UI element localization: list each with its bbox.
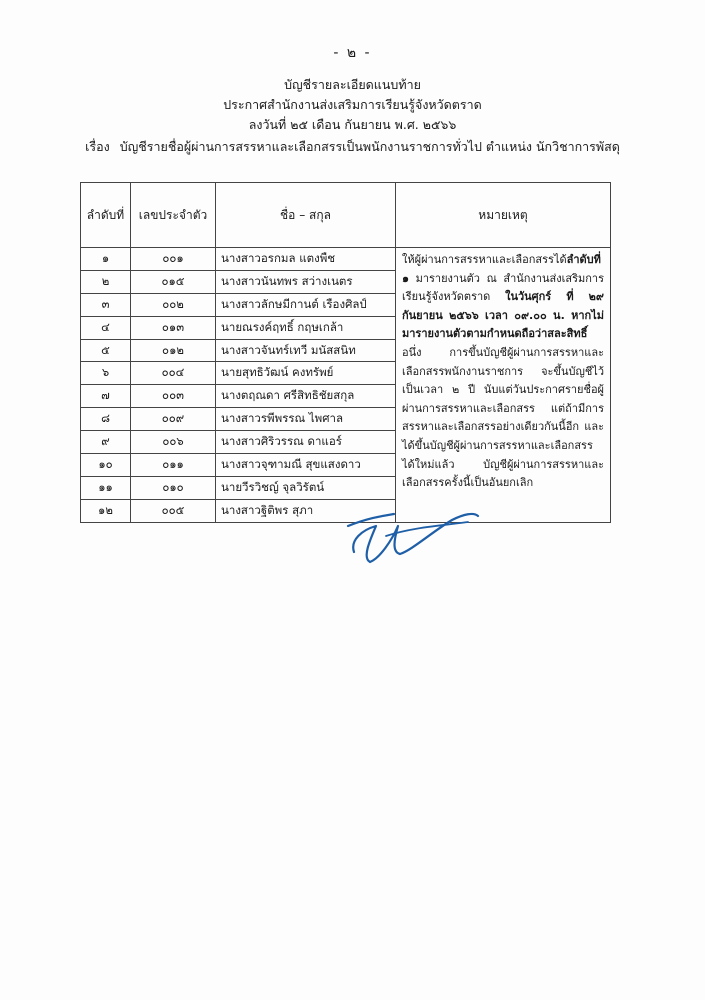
remark-cell [396,248,611,523]
row-seq: ๗ [81,385,131,408]
row-id: ๐๐๑ [131,248,216,271]
row-name: นางสาวนันทพร สว่างเนตร [216,270,396,293]
row-id: ๐๐๔ [131,362,216,385]
row-id: ๐๐๙ [131,408,216,431]
row-seq: ๑๐ [81,454,131,477]
row-name: นางสาวจุฑามณี สุขแสงดาว [216,454,396,477]
subject-text: บัญชีรายชื่อผู้ผ่านการสรรหาและเลือกสรรเป็นพนักงานราชการทั่วไป ตำแหน่ง นักวิชาการพัสดุ [119,139,620,154]
remark-bold-rank: ลำดับที่ ๑ [402,253,601,285]
row-name: นายสุทธิวัฒน์ คงทรัพย์ [216,362,396,385]
row-name: นายวีรวิชญ์ จุลวิรัตน์ [216,476,396,499]
row-seq: ๙ [81,431,131,454]
row-id: ๐๑๐ [131,476,216,499]
row-name: นางสาวลักษมีกานต์ เรืองศิลป์ [216,293,396,316]
header-date: ลงวันที่ ๒๕ เดือน กันยายน พ.ศ. ๒๕๖๖ [248,117,457,132]
row-id: ๐๑๒ [131,339,216,362]
row-seq: ๖ [81,362,131,385]
candidate-table [80,182,611,523]
col-header-id: เลขประจำตัว [131,183,216,248]
row-name: นางตฤณดา ศรีสิทธิชัยสกุล [216,385,396,408]
row-seq: ๑ [81,248,131,271]
header-announcement: ประกาศสำนักงานส่งเสริมการเรียนรู้จังหวัดตราด [223,97,482,112]
row-name: นางสาวรพีพรรณ ไพศาล [216,408,396,431]
row-seq: ๓ [81,293,131,316]
remark-part-3: อนึ่ง การขึ้นบัญชีผู้ผ่านการสรรหาและเลือกสรรพนักงานราชการ จะขึ้นบัญชีไว้เป็นเวลา ๒ ปี นับแต่วันประกาศรายชื่อผู้ผ่านการสรรหาและเลือกสรร แต่ถ้ามีการสรรหาและเลือกสรรอย่างเดียวกันนี้อีก และได้ขึ้นบัญชีผู้ผ่านการสรรหาและเลือกสรรได้ใหม่แล้ว บัญชีผู้ผ่านการสรรหาและเลือกสรรครั้งนี้เป็นอันยกเลิก [402,345,604,490]
row-seq: ๔ [81,316,131,339]
col-header-remark: หมายเหตุ [396,183,611,248]
row-id: ๐๐๕ [131,499,216,522]
subject-label: เรื่อง [85,139,110,154]
row-seq: ๑๑ [81,476,131,499]
row-id: ๐๑๕ [131,270,216,293]
page-number: - ๒ - [333,45,372,61]
row-seq: ๒ [81,270,131,293]
row-seq: ๑๒ [81,499,131,522]
table-row [81,248,611,271]
signature-mark [340,500,480,570]
row-name: นางสาวอรกมล แตงพืช [216,248,396,271]
table-header-row [81,183,611,248]
row-id: ๐๐๓ [131,385,216,408]
signature-stroke [348,514,478,562]
remark-part-2: มารายงานตัว ณ สำนักงานส่งเสริมการเรียนรู้จังหวัดตราด [402,271,604,304]
row-name: นางสาวศิริวรรณ ดาแอร์ [216,431,396,454]
remark-bold-deadline: ในวันศุกร์ ที่ ๒๙ กันยายน ๒๕๖๖ เวลา ๐๙.๐๐ น. หากไม่มารายงานตัวตามกำหนดถือว่าสละสิทธิ์ [402,290,604,341]
row-id: ๐๐๖ [131,431,216,454]
col-header-seq: ลำดับที่ [81,183,131,248]
remark-part-1: ให้ผู้ผ่านการสรรหาและเลือกสรรได้ [402,253,567,266]
row-name: นางสาวฐิติพร สุภา [216,499,396,522]
row-seq: ๕ [81,339,131,362]
row-seq: ๘ [81,408,131,431]
header-title: บัญชีรายละเอียดแนบท้าย [284,77,421,92]
document-header [0,75,705,158]
row-id: ๐๑๑ [131,454,216,477]
remark-text [402,251,604,493]
row-name: นางสาวจันทร์เทวี มนัสสนิท [216,339,396,362]
row-id: ๐๐๒ [131,293,216,316]
header-subject [0,136,705,158]
row-id: ๐๑๓ [131,316,216,339]
row-name: นายณรงค์ฤทธิ์ กฤษเกล้า [216,316,396,339]
col-header-name: ชื่อ – สกุล [216,183,396,248]
